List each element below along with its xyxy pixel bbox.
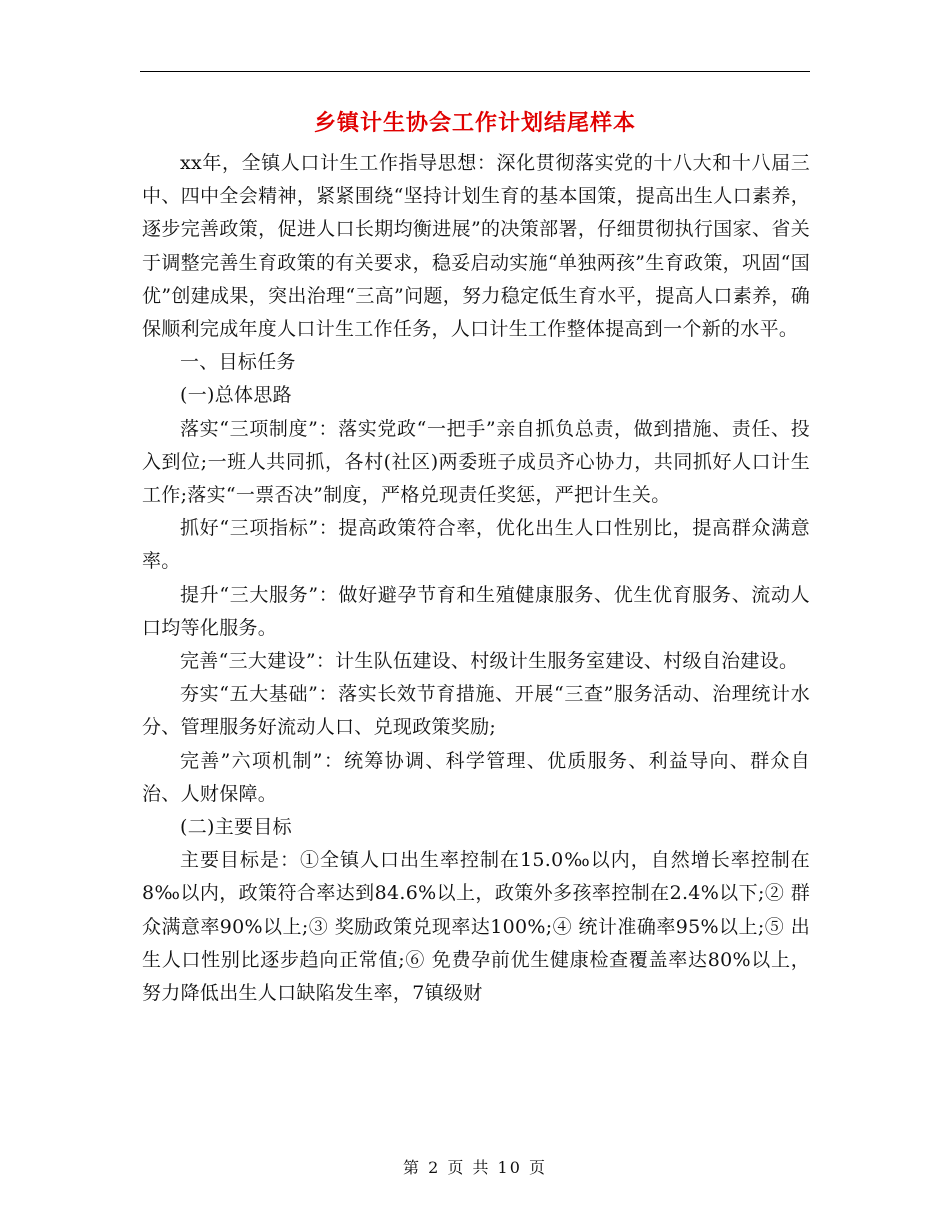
paragraph-three-indicators: 抓好“三项指标”：提高政策符合率，优化出生人口性别比，提高群众满意率。: [142, 517, 810, 573]
header-rule: [140, 71, 810, 72]
document-body: [142, 147, 810, 1010]
paragraph-guiding-ideology: xx年，全镇人口计生工作指导思想：深化贯彻落实党的十八大和十八届三中、四中全会精神，紧紧围绕“坚持计划生育的基本国策，提高出生人口素养，逐步完善政策，促进人口长期均衡进展”的决策部署，仔细贯彻执行国家、省关于调整完善生育政策的有关要求，稳妥启动实施“单独两孩”生育政策，巩固“国优”创建成果，突出治理“三高”问题，努力稳定低生育水平，提高人口素养，确保顺利完成年度人口计生工作任务，人口计生工作整体提高到一个新的水平。: [142, 152, 810, 341]
paragraph-three-systems: 落实“三项制度”：落实党政“一把手”亲自抓负总责，做到措施、责任、投入到位;一班人共同抓，各村(社区)两委班子成员齐心协力，共同抓好人口计生工作;落实“一票否决”制度，严格兑现责任奖惩，严把计生关。: [142, 417, 810, 507]
paragraph-three-services: 提升“三大服务”：做好避孕节育和生殖健康服务、优生优育服务、流动人口均等化服务。: [142, 583, 810, 639]
paragraph-three-constructions: 完善“三大建设”：计生队伍建设、村级计生服务室建设、村级自治建设。: [180, 650, 799, 673]
heading-objectives: 一、目标任务: [180, 351, 296, 374]
page-footer: 第 2 页 共 10 页: [403, 1158, 547, 1177]
paragraph-six-mechanisms: 完善”六项机制”：统筹协调、科学管理、优质服务、利益导向、群众自治、人财保障。: [142, 749, 810, 805]
subheading-overall-approach: (一)总体思路: [180, 384, 292, 407]
paragraph-five-foundations: 夯实“五大基础”：落实长效节育措施、开展“三查”服务活动、治理统计水分、管理服务好流动人口、兑现政策奖励;: [142, 683, 810, 739]
paragraph-main-goals: 主要目标是：①全镇人口出生率控制在15.0‰以内，自然增长率控制在8‰以内，政策符合率达到84.6%以上，政策外多孩率控制在2.4%以下;② 群众满意率90%以上;③ 奖励政策兑现率达100%;④ 统计准确率95%以上;⑤ 出生人口性别比逐步趋向正常值;⑥ 免费孕前优生健康检查覆盖率达80%以上，努力降低出生人口缺陷发生率，7镇级财: [142, 849, 810, 1005]
subheading-main-goals: (二)主要目标: [180, 816, 292, 839]
document-title: 乡镇计生协会工作计划结尾样本: [313, 111, 636, 136]
